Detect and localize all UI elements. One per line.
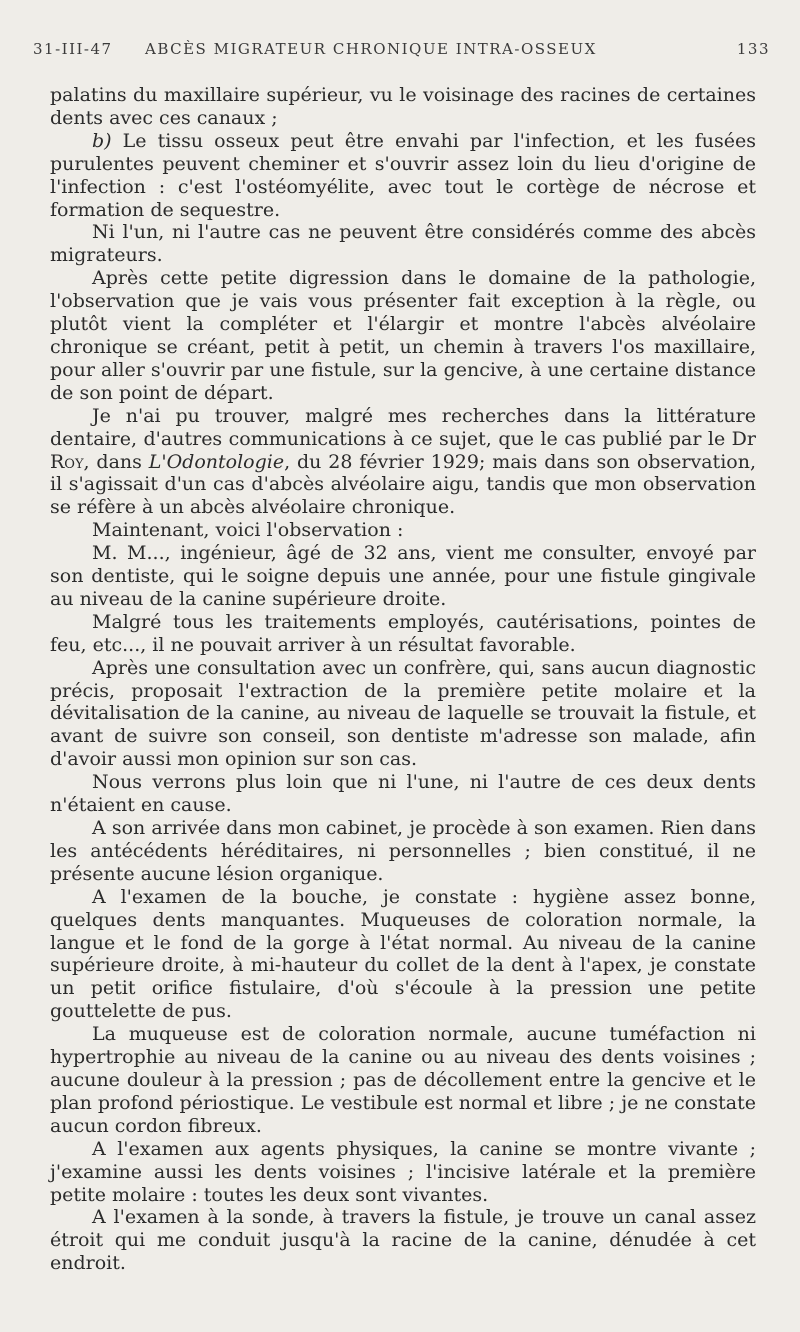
body-text [50,84,756,1275]
paragraph-8: Malgré tous les traitements employés, cautérisations, pointes de feu, etc..., il ne pouvait arriver à un résultat favorable. [50,610,756,656]
running-header [33,40,770,64]
paragraph-5-part-b: , dans [83,450,149,473]
paragraph-5 [50,405,756,520]
paragraph-14: A l'examen aux agents physiques, la canine se montre vivante ; j'examine aussi les dents voisines ; l'incisive latérale et la première petite molaire : toutes les deux sont vivantes. [50,1137,756,1206]
paragraph-3: Ni l'un, ni l'autre cas ne peuvent être considérés comme des abcès migrateurs. [50,221,756,267]
header-date: 31-III-47 [33,40,113,58]
paragraph-10: Nous verrons plus loin que ni l'une, ni l'autre de ces deux dents n'étaient en cause. [50,771,756,817]
paragraph-2-text: Le tissu osseux peut être envahi par l'infection, et les fusées purulentes peuvent cheminer et s'ouvrir assez loin du lieu d'origine de l'infection : c'est l'ostéomyélite, avec tout le cortège de nécrose et formation de sequestre. [50,129,756,221]
author-name: Roy [50,450,84,473]
paragraph-6: Maintenant, voici l'observation : [92,519,404,542]
list-marker-b: b) [92,129,112,152]
paragraph-5-part-a: Je n'ai pu trouver, malgré mes recherches dans la littérature dentaire, d'autres communications à ce sujet, que le cas publié par le Dr [50,404,756,450]
paragraph-13: La muqueuse est de coloration normale, aucune tuméfaction ni hypertrophie au niveau de la canine ou au niveau des dents voisines ; aucune douleur à la pression ; pas de décollement entre la gencive et le plan profond périostique. Le vestibule est normal et libre ; je ne constate aucun cordon fibreux. [50,1023,756,1137]
paragraph-5-part-c: , du 28 février 1929; mais dans son observation, il s'agissait d'un cas d'abcès alvéolaire aigu, tandis que mon observation se réfère à un abcès alvéolaire chronique. [50,450,756,519]
paragraph-12: A l'examen de la bouche, je constate : hygiène assez bonne, quelques dents manquantes. Muqueuses de coloration normale, la langue et le fond de la gorge à l'état normal. Au niveau de la canine supérieure droite, à mi-hauteur du collet de la dent à l'apex, je constate un petit orifice fistulaire, d'où s'écoule à la pression une petite gouttelette de pus. [50,885,756,1023]
paragraph-11: A son arrivée dans mon cabinet, je procède à son examen. Rien dans les antécédents héréditaires, ni personnelles ; bien constitué, il ne présente aucune lésion organique. [50,817,756,885]
paragraph-2 [50,130,756,222]
paragraph-1: palatins du maxillaire supérieur, vu le voisinage des racines de certaines dents avec ces canaux ; [50,84,756,129]
header-running-title: ABCÈS MIGRATEUR CHRONIQUE INTRA-OSSEUX [145,40,597,58]
header-page-number: 133 [736,40,770,58]
journal-title: L'Odontologie [148,450,285,473]
paragraph-9: Après une consultation avec un confrère, qui, sans aucun diagnostic précis, proposait l'extraction de la première petite molaire et la dévitalisation de la canine, au niveau de laquelle se trouvait la fistule, et avant de suivre son conseil, son dentiste m'adresse son malade, afin d'avoir aussi mon opinion sur son cas. [50,656,756,771]
paragraph-7: M. M..., ingénieur, âgé de 32 ans, vient me consulter, envoyé par son dentiste, qui le soigne depuis une année, pour une fistule gingivale au niveau de la canine supérieure droite. [50,542,756,610]
paragraph-4: Après cette petite digression dans le domaine de la pathologie, l'observation que je vais vous présenter fait exception à la règle, ou plutôt vient la compléter et l'élargir et montre l'abcès alvéolaire chronique se créant, petit à petit, un chemin à travers l'os maxillaire, pour aller s'ouvrir par une fistule, sur la gencive, à une certaine distance de son point de départ. [50,267,756,404]
paragraph-15: A l'examen à la sonde, à travers la fistule, je trouve un canal assez étroit qui me conduit jusqu'à la racine de la canine, dénudée à cet endroit. [50,1206,756,1275]
